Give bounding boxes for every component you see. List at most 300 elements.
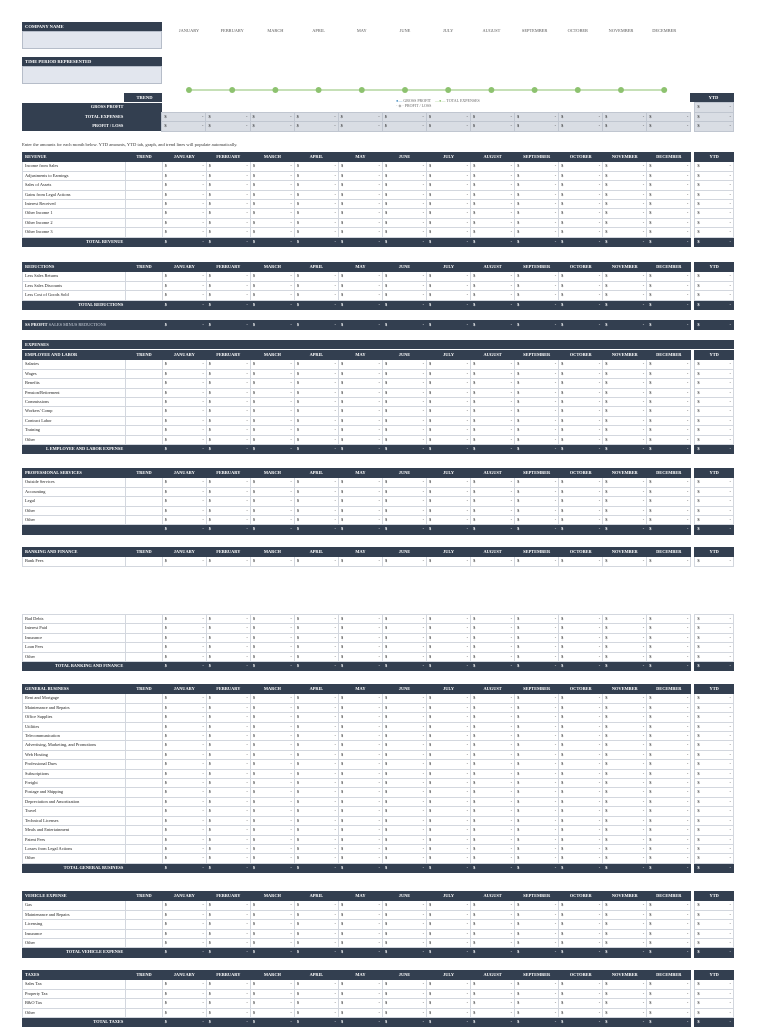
- month-value-cell[interactable]: [603, 557, 647, 566]
- month-value-cell[interactable]: [515, 816, 559, 825]
- month-value-cell[interactable]: [162, 826, 206, 835]
- month-value-cell[interactable]: [294, 816, 338, 825]
- month-value-cell[interactable]: [427, 760, 471, 769]
- month-value-cell[interactable]: [471, 506, 515, 515]
- month-value-cell[interactable]: [382, 797, 426, 806]
- month-value-cell[interactable]: [647, 369, 691, 378]
- month-value-cell[interactable]: [382, 910, 426, 919]
- month-value-cell[interactable]: [294, 854, 338, 863]
- month-value-cell[interactable]: [162, 835, 206, 844]
- month-value-cell[interactable]: [471, 643, 515, 652]
- month-value-cell[interactable]: [559, 769, 603, 778]
- month-value-cell[interactable]: [515, 1008, 559, 1017]
- month-value-cell[interactable]: [647, 694, 691, 703]
- month-value-cell[interactable]: [162, 435, 206, 444]
- month-value-cell[interactable]: [603, 379, 647, 388]
- month-value-cell[interactable]: [647, 190, 691, 199]
- month-value-cell[interactable]: [294, 760, 338, 769]
- month-value-cell[interactable]: [559, 844, 603, 853]
- month-value-cell[interactable]: [515, 181, 559, 190]
- month-value-cell[interactable]: [603, 218, 647, 227]
- month-value-cell[interactable]: [471, 854, 515, 863]
- month-value-cell[interactable]: [250, 643, 294, 652]
- month-value-cell[interactable]: [382, 741, 426, 750]
- month-value-cell[interactable]: [515, 416, 559, 425]
- month-value-cell[interactable]: [162, 769, 206, 778]
- month-value-cell[interactable]: [162, 910, 206, 919]
- month-value-cell[interactable]: [515, 741, 559, 750]
- month-value-cell[interactable]: [647, 398, 691, 407]
- month-value-cell[interactable]: [471, 797, 515, 806]
- month-value-cell[interactable]: [559, 435, 603, 444]
- month-value-cell[interactable]: [647, 980, 691, 989]
- month-value-cell[interactable]: [603, 779, 647, 788]
- month-value-cell[interactable]: [250, 910, 294, 919]
- month-value-cell[interactable]: [206, 910, 250, 919]
- month-value-cell[interactable]: [162, 788, 206, 797]
- month-value-cell[interactable]: [382, 497, 426, 506]
- month-value-cell[interactable]: [603, 920, 647, 929]
- month-value-cell[interactable]: [250, 703, 294, 712]
- month-value-cell[interactable]: [603, 901, 647, 910]
- month-value-cell[interactable]: [647, 379, 691, 388]
- month-value-cell[interactable]: [250, 487, 294, 496]
- month-value-cell[interactable]: [338, 797, 382, 806]
- month-value-cell[interactable]: [382, 398, 426, 407]
- month-value-cell[interactable]: [559, 291, 603, 300]
- month-value-cell[interactable]: [294, 633, 338, 642]
- month-value-cell[interactable]: [294, 980, 338, 989]
- month-value-cell[interactable]: [559, 478, 603, 487]
- month-value-cell[interactable]: [603, 162, 647, 171]
- month-value-cell[interactable]: [559, 272, 603, 281]
- month-value-cell[interactable]: [250, 497, 294, 506]
- month-value-cell[interactable]: [559, 360, 603, 369]
- month-value-cell[interactable]: [338, 760, 382, 769]
- month-value-cell[interactable]: [250, 162, 294, 171]
- time-period-field[interactable]: [22, 66, 162, 84]
- month-value-cell[interactable]: [427, 779, 471, 788]
- month-value-cell[interactable]: [206, 200, 250, 209]
- month-value-cell[interactable]: [559, 816, 603, 825]
- month-value-cell[interactable]: [559, 190, 603, 199]
- month-value-cell[interactable]: [338, 816, 382, 825]
- month-value-cell[interactable]: [471, 713, 515, 722]
- month-value-cell[interactable]: [206, 999, 250, 1008]
- month-value-cell[interactable]: [250, 989, 294, 998]
- month-value-cell[interactable]: [471, 741, 515, 750]
- month-value-cell[interactable]: [338, 181, 382, 190]
- month-value-cell[interactable]: [206, 703, 250, 712]
- month-value-cell[interactable]: [382, 228, 426, 237]
- month-value-cell[interactable]: [338, 844, 382, 853]
- month-value-cell[interactable]: [382, 779, 426, 788]
- month-value-cell[interactable]: [294, 162, 338, 171]
- month-value-cell[interactable]: [206, 209, 250, 218]
- month-value-cell[interactable]: [382, 557, 426, 566]
- month-value-cell[interactable]: [206, 1008, 250, 1017]
- month-value-cell[interactable]: [471, 929, 515, 938]
- month-value-cell[interactable]: [338, 741, 382, 750]
- month-value-cell[interactable]: [647, 360, 691, 369]
- month-value-cell[interactable]: [559, 557, 603, 566]
- month-value-cell[interactable]: [206, 989, 250, 998]
- month-value-cell[interactable]: [250, 835, 294, 844]
- month-value-cell[interactable]: [603, 407, 647, 416]
- month-value-cell[interactable]: [559, 398, 603, 407]
- month-value-cell[interactable]: [206, 722, 250, 731]
- month-value-cell[interactable]: [382, 826, 426, 835]
- month-value-cell[interactable]: [250, 901, 294, 910]
- month-value-cell[interactable]: [162, 989, 206, 998]
- month-value-cell[interactable]: [206, 633, 250, 642]
- month-value-cell[interactable]: [206, 694, 250, 703]
- month-value-cell[interactable]: [294, 171, 338, 180]
- month-value-cell[interactable]: [294, 652, 338, 661]
- month-value-cell[interactable]: [515, 999, 559, 1008]
- month-value-cell[interactable]: [162, 797, 206, 806]
- month-value-cell[interactable]: [559, 694, 603, 703]
- month-value-cell[interactable]: [427, 624, 471, 633]
- month-value-cell[interactable]: [294, 624, 338, 633]
- month-value-cell[interactable]: [559, 209, 603, 218]
- month-value-cell[interactable]: [338, 398, 382, 407]
- company-name-field[interactable]: [22, 31, 162, 49]
- month-value-cell[interactable]: [559, 497, 603, 506]
- month-value-cell[interactable]: [647, 939, 691, 948]
- month-value-cell[interactable]: [294, 281, 338, 290]
- month-value-cell[interactable]: [515, 228, 559, 237]
- month-value-cell[interactable]: [294, 218, 338, 227]
- month-value-cell[interactable]: [382, 281, 426, 290]
- month-value-cell[interactable]: [382, 722, 426, 731]
- month-value-cell[interactable]: [162, 980, 206, 989]
- month-value-cell[interactable]: [471, 388, 515, 397]
- month-value-cell[interactable]: [559, 779, 603, 788]
- month-value-cell[interactable]: [559, 487, 603, 496]
- month-value-cell[interactable]: [162, 398, 206, 407]
- month-value-cell[interactable]: [206, 844, 250, 853]
- month-value-cell[interactable]: [647, 291, 691, 300]
- month-value-cell[interactable]: [603, 939, 647, 948]
- month-value-cell[interactable]: [162, 694, 206, 703]
- month-value-cell[interactable]: [250, 769, 294, 778]
- month-value-cell[interactable]: [647, 826, 691, 835]
- month-value-cell[interactable]: [338, 478, 382, 487]
- month-value-cell[interactable]: [427, 281, 471, 290]
- month-value-cell[interactable]: [162, 615, 206, 624]
- month-value-cell[interactable]: [382, 939, 426, 948]
- month-value-cell[interactable]: [162, 807, 206, 816]
- month-value-cell[interactable]: [162, 478, 206, 487]
- month-value-cell[interactable]: [471, 557, 515, 566]
- month-value-cell[interactable]: [206, 360, 250, 369]
- month-value-cell[interactable]: [471, 200, 515, 209]
- month-value-cell[interactable]: [515, 835, 559, 844]
- month-value-cell[interactable]: [338, 713, 382, 722]
- month-value-cell[interactable]: [515, 826, 559, 835]
- month-value-cell[interactable]: [559, 407, 603, 416]
- month-value-cell[interactable]: [250, 516, 294, 525]
- month-value-cell[interactable]: [382, 171, 426, 180]
- month-value-cell[interactable]: [603, 807, 647, 816]
- month-value-cell[interactable]: [603, 854, 647, 863]
- month-value-cell[interactable]: [515, 722, 559, 731]
- month-value-cell[interactable]: [382, 633, 426, 642]
- month-value-cell[interactable]: [559, 835, 603, 844]
- month-value-cell[interactable]: [338, 939, 382, 948]
- month-value-cell[interactable]: [206, 487, 250, 496]
- month-value-cell[interactable]: [603, 497, 647, 506]
- month-value-cell[interactable]: [294, 826, 338, 835]
- month-value-cell[interactable]: [515, 190, 559, 199]
- month-value-cell[interactable]: [647, 652, 691, 661]
- month-value-cell[interactable]: [515, 633, 559, 642]
- month-value-cell[interactable]: [515, 369, 559, 378]
- month-value-cell[interactable]: [382, 407, 426, 416]
- month-value-cell[interactable]: [647, 426, 691, 435]
- month-value-cell[interactable]: [427, 478, 471, 487]
- month-value-cell[interactable]: [294, 989, 338, 998]
- month-value-cell[interactable]: [206, 379, 250, 388]
- month-value-cell[interactable]: [647, 516, 691, 525]
- month-value-cell[interactable]: [471, 162, 515, 171]
- month-value-cell[interactable]: [647, 200, 691, 209]
- month-value-cell[interactable]: [471, 694, 515, 703]
- month-value-cell[interactable]: [559, 281, 603, 290]
- month-value-cell[interactable]: [647, 854, 691, 863]
- month-value-cell[interactable]: [294, 807, 338, 816]
- month-value-cell[interactable]: [162, 920, 206, 929]
- month-value-cell[interactable]: [471, 416, 515, 425]
- month-value-cell[interactable]: [559, 615, 603, 624]
- month-value-cell[interactable]: [162, 291, 206, 300]
- month-value-cell[interactable]: [162, 1008, 206, 1017]
- month-value-cell[interactable]: [559, 750, 603, 759]
- month-value-cell[interactable]: [338, 388, 382, 397]
- month-value-cell[interactable]: [294, 929, 338, 938]
- month-value-cell[interactable]: [427, 694, 471, 703]
- month-value-cell[interactable]: [515, 920, 559, 929]
- month-value-cell[interactable]: [162, 369, 206, 378]
- month-value-cell[interactable]: [515, 901, 559, 910]
- month-value-cell[interactable]: [338, 722, 382, 731]
- month-value-cell[interactable]: [338, 779, 382, 788]
- month-value-cell[interactable]: [162, 200, 206, 209]
- month-value-cell[interactable]: [294, 779, 338, 788]
- month-value-cell[interactable]: [206, 281, 250, 290]
- month-value-cell[interactable]: [515, 426, 559, 435]
- month-value-cell[interactable]: [603, 741, 647, 750]
- month-value-cell[interactable]: [647, 643, 691, 652]
- month-value-cell[interactable]: [603, 788, 647, 797]
- month-value-cell[interactable]: [206, 732, 250, 741]
- month-value-cell[interactable]: [647, 807, 691, 816]
- month-value-cell[interactable]: [515, 844, 559, 853]
- month-value-cell[interactable]: [162, 999, 206, 1008]
- month-value-cell[interactable]: [206, 929, 250, 938]
- month-value-cell[interactable]: [382, 218, 426, 227]
- month-value-cell[interactable]: [603, 171, 647, 180]
- month-value-cell[interactable]: [603, 826, 647, 835]
- month-value-cell[interactable]: [382, 416, 426, 425]
- month-value-cell[interactable]: [647, 218, 691, 227]
- month-value-cell[interactable]: [471, 703, 515, 712]
- month-value-cell[interactable]: [294, 516, 338, 525]
- month-value-cell[interactable]: [647, 920, 691, 929]
- month-value-cell[interactable]: [471, 228, 515, 237]
- month-value-cell[interactable]: [206, 388, 250, 397]
- month-value-cell[interactable]: [294, 388, 338, 397]
- month-value-cell[interactable]: [471, 732, 515, 741]
- month-value-cell[interactable]: [250, 506, 294, 515]
- month-value-cell[interactable]: [647, 722, 691, 731]
- month-value-cell[interactable]: [559, 624, 603, 633]
- month-value-cell[interactable]: [603, 633, 647, 642]
- month-value-cell[interactable]: [206, 854, 250, 863]
- month-value-cell[interactable]: [206, 615, 250, 624]
- month-value-cell[interactable]: [382, 713, 426, 722]
- month-value-cell[interactable]: [427, 615, 471, 624]
- month-value-cell[interactable]: [427, 171, 471, 180]
- month-value-cell[interactable]: [603, 643, 647, 652]
- month-value-cell[interactable]: [471, 769, 515, 778]
- month-value-cell[interactable]: [603, 797, 647, 806]
- month-value-cell[interactable]: [206, 760, 250, 769]
- month-value-cell[interactable]: [427, 835, 471, 844]
- month-value-cell[interactable]: [603, 291, 647, 300]
- month-value-cell[interactable]: [559, 506, 603, 515]
- month-value-cell[interactable]: [338, 769, 382, 778]
- month-value-cell[interactable]: [603, 713, 647, 722]
- month-value-cell[interactable]: [338, 624, 382, 633]
- month-value-cell[interactable]: [206, 272, 250, 281]
- month-value-cell[interactable]: [338, 435, 382, 444]
- month-value-cell[interactable]: [647, 999, 691, 1008]
- month-value-cell[interactable]: [559, 200, 603, 209]
- month-value-cell[interactable]: [294, 999, 338, 1008]
- month-value-cell[interactable]: [471, 750, 515, 759]
- month-value-cell[interactable]: [162, 426, 206, 435]
- month-value-cell[interactable]: [603, 181, 647, 190]
- month-value-cell[interactable]: [250, 652, 294, 661]
- month-value-cell[interactable]: [206, 939, 250, 948]
- month-value-cell[interactable]: [471, 633, 515, 642]
- month-value-cell[interactable]: [206, 291, 250, 300]
- month-value-cell[interactable]: [603, 228, 647, 237]
- month-value-cell[interactable]: [162, 272, 206, 281]
- month-value-cell[interactable]: [206, 478, 250, 487]
- month-value-cell[interactable]: [162, 388, 206, 397]
- month-value-cell[interactable]: [471, 478, 515, 487]
- month-value-cell[interactable]: [206, 190, 250, 199]
- month-value-cell[interactable]: [515, 478, 559, 487]
- month-value-cell[interactable]: [294, 209, 338, 218]
- month-value-cell[interactable]: [206, 181, 250, 190]
- month-value-cell[interactable]: [515, 487, 559, 496]
- month-value-cell[interactable]: [603, 929, 647, 938]
- month-value-cell[interactable]: [515, 379, 559, 388]
- month-value-cell[interactable]: [162, 844, 206, 853]
- month-value-cell[interactable]: [559, 218, 603, 227]
- month-value-cell[interactable]: [294, 615, 338, 624]
- month-value-cell[interactable]: [559, 854, 603, 863]
- month-value-cell[interactable]: [427, 209, 471, 218]
- month-value-cell[interactable]: [382, 694, 426, 703]
- month-value-cell[interactable]: [162, 732, 206, 741]
- month-value-cell[interactable]: [559, 643, 603, 652]
- month-value-cell[interactable]: [559, 1008, 603, 1017]
- month-value-cell[interactable]: [647, 741, 691, 750]
- month-value-cell[interactable]: [559, 999, 603, 1008]
- month-value-cell[interactable]: [515, 854, 559, 863]
- month-value-cell[interactable]: [427, 516, 471, 525]
- month-value-cell[interactable]: [162, 624, 206, 633]
- month-value-cell[interactable]: [647, 435, 691, 444]
- month-value-cell[interactable]: [250, 722, 294, 731]
- month-value-cell[interactable]: [647, 181, 691, 190]
- month-value-cell[interactable]: [338, 920, 382, 929]
- month-value-cell[interactable]: [515, 407, 559, 416]
- month-value-cell[interactable]: [647, 416, 691, 425]
- month-value-cell[interactable]: [603, 209, 647, 218]
- month-value-cell[interactable]: [427, 1008, 471, 1017]
- month-value-cell[interactable]: [427, 769, 471, 778]
- month-value-cell[interactable]: [338, 643, 382, 652]
- month-value-cell[interactable]: [206, 769, 250, 778]
- month-value-cell[interactable]: [382, 920, 426, 929]
- month-value-cell[interactable]: [382, 478, 426, 487]
- month-value-cell[interactable]: [162, 218, 206, 227]
- month-value-cell[interactable]: [382, 929, 426, 938]
- month-value-cell[interactable]: [206, 750, 250, 759]
- month-value-cell[interactable]: [603, 980, 647, 989]
- month-value-cell[interactable]: [427, 816, 471, 825]
- month-value-cell[interactable]: [603, 624, 647, 633]
- month-value-cell[interactable]: [382, 732, 426, 741]
- month-value-cell[interactable]: [206, 797, 250, 806]
- month-value-cell[interactable]: [206, 228, 250, 237]
- month-value-cell[interactable]: [338, 426, 382, 435]
- month-value-cell[interactable]: [427, 722, 471, 731]
- month-value-cell[interactable]: [382, 190, 426, 199]
- month-value-cell[interactable]: [427, 980, 471, 989]
- month-value-cell[interactable]: [427, 190, 471, 199]
- month-value-cell[interactable]: [382, 200, 426, 209]
- month-value-cell[interactable]: [250, 1008, 294, 1017]
- month-value-cell[interactable]: [294, 379, 338, 388]
- month-value-cell[interactable]: [603, 910, 647, 919]
- month-value-cell[interactable]: [382, 615, 426, 624]
- month-value-cell[interactable]: [162, 497, 206, 506]
- month-value-cell[interactable]: [515, 506, 559, 515]
- month-value-cell[interactable]: [294, 200, 338, 209]
- month-value-cell[interactable]: [647, 703, 691, 712]
- month-value-cell[interactable]: [382, 980, 426, 989]
- month-value-cell[interactable]: [515, 615, 559, 624]
- month-value-cell[interactable]: [647, 228, 691, 237]
- month-value-cell[interactable]: [338, 1008, 382, 1017]
- month-value-cell[interactable]: [603, 360, 647, 369]
- month-value-cell[interactable]: [294, 228, 338, 237]
- month-value-cell[interactable]: [250, 190, 294, 199]
- month-value-cell[interactable]: [603, 388, 647, 397]
- month-value-cell[interactable]: [515, 209, 559, 218]
- month-value-cell[interactable]: [162, 360, 206, 369]
- month-value-cell[interactable]: [427, 398, 471, 407]
- month-value-cell[interactable]: [603, 844, 647, 853]
- month-value-cell[interactable]: [294, 844, 338, 853]
